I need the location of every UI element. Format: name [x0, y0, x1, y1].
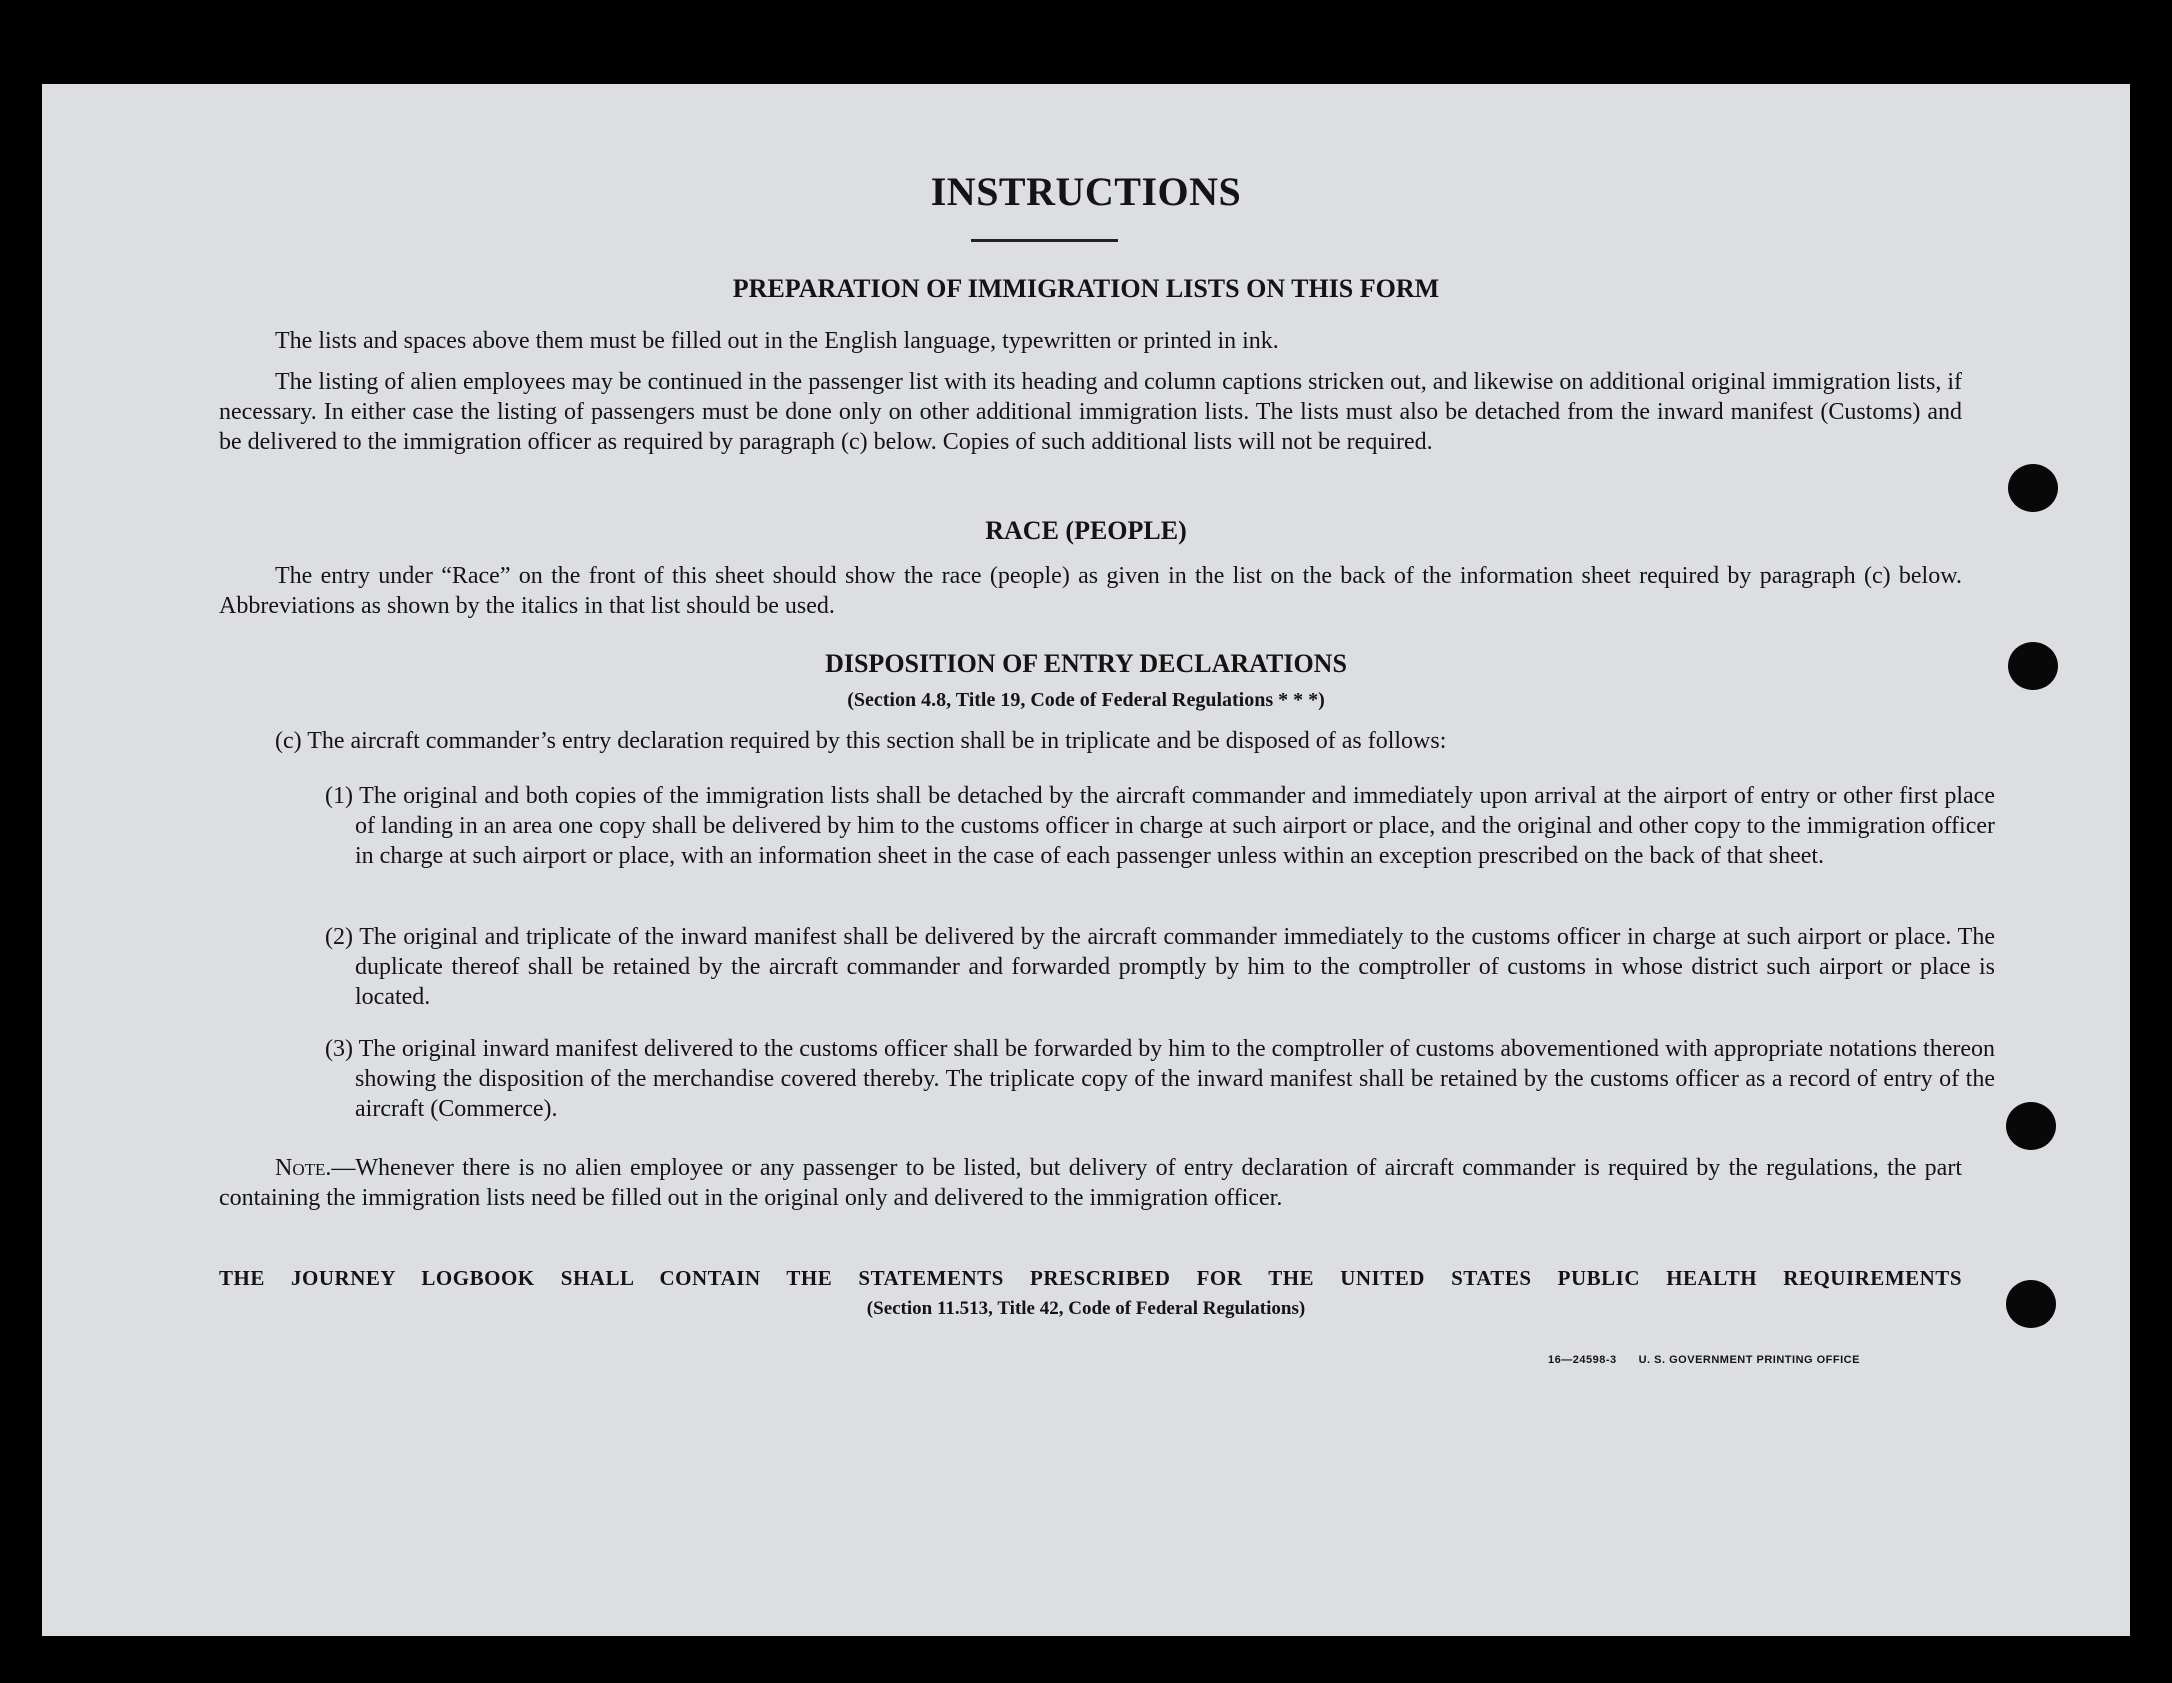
health-citation: (Section 11.513, Title 42, Code of Federal Regulations): [866, 1298, 1306, 1319]
heading-race: RACE (PEOPLE): [985, 516, 1187, 545]
disposition-intro: (c) The aircraft commander’s entry declaration required by this section shall be in triplicate and be disposed of as follows:: [275, 728, 1447, 754]
heading-disposition: DISPOSITION OF ENTRY DECLARATIONS: [825, 649, 1347, 678]
disposition-item-3: (3) The original inward manifest delivered to the customs officer shall be forwarded by him to the comptroller of customs abovementioned with appropriate notations thereon showing the disposition of the merchandise covered thereby. The triplicate copy of the inward manifest shall be retained by the customs officer as a record of entry of the aircraft (Commerce).: [325, 1036, 1995, 1122]
note-paragraph: [219, 1153, 1962, 1213]
disposition-item-2: (2) The original and triplicate of the inward manifest shall be delivered by the aircraft commander immediately to the customs officer in charge at such airport or place. The duplicate thereof shall be retained by the aircraft commander and forwarded promptly by him to the comptroller of customs in whose district such airport or place is located.: [325, 924, 1995, 1010]
printer-office: U. S. GOVERNMENT PRINTING OFFICE: [1638, 1354, 1860, 1366]
heading-preparation: PREPARATION OF IMMIGRATION LISTS ON THIS FORM: [732, 274, 1440, 303]
printer-imprint: [1548, 1354, 1882, 1366]
disposition-item-1: (1) The original and both copies of the immigration lists shall be detached by the aircraft commander and immediately upon arrival at the airport of entry or other first place of landing in an area one copy shall be delivered by him to the customs officer in charge at such airport or place, and the original and other copy to the immigration officer in charge at such airport or place, with an information sheet in the case of each passenger unless within an exception prescribed on the back of that sheet.: [325, 783, 1995, 869]
punch-hole: [2006, 1280, 2056, 1328]
note-text: —Whenever there is no alien employee or any passenger to be listed, but delivery of entry declaration of aircraft commander is required by the regulations, the part containing the immigration lists need be filled out in the original only and delivered to the immigration officer.: [219, 1155, 1962, 1211]
prep-paragraph-2: The listing of alien employees may be continued in the passenger list with its heading and column captions stricken out, and likewise on additional original immigration lists, if necessary. In either case the listing of passengers must be done only on other additional immigration lists. The lists must also be detached from the inward manifest (Customs) and be delivered to the immigration officer as required by paragraph (c) below. Copies of such additional lists will not be required.: [219, 369, 1962, 455]
page-title: INSTRUCTIONS: [930, 169, 1242, 214]
document-sheet: [42, 84, 2130, 1636]
disposition-citation: (Section 4.8, Title 19, Code of Federal Regulations * * *): [847, 689, 1325, 711]
form-code: 16—24598-3: [1548, 1354, 1617, 1366]
title-underline: [971, 239, 1118, 242]
race-paragraph: The entry under “Race” on the front of this sheet should show the race (people) as given in the list on the back of the information sheet required by paragraph (c) below. Abbreviations as shown by the italics in that list should be used.: [219, 563, 1962, 619]
prep-paragraph-1: The lists and spaces above them must be filled out in the English language, typewritten or printed in ink.: [275, 328, 1279, 354]
punch-hole: [2008, 642, 2058, 690]
health-requirements-line: THE JOURNEY LOGBOOK SHALL CONTAIN THE STATEMENTS PRESCRIBED FOR THE UNITED STATES PUBLIC HEALTH REQUIREMENTS: [219, 1266, 1962, 1290]
punch-hole: [2006, 1102, 2056, 1150]
punch-hole: [2008, 464, 2058, 512]
note-label: Note.: [275, 1155, 332, 1181]
